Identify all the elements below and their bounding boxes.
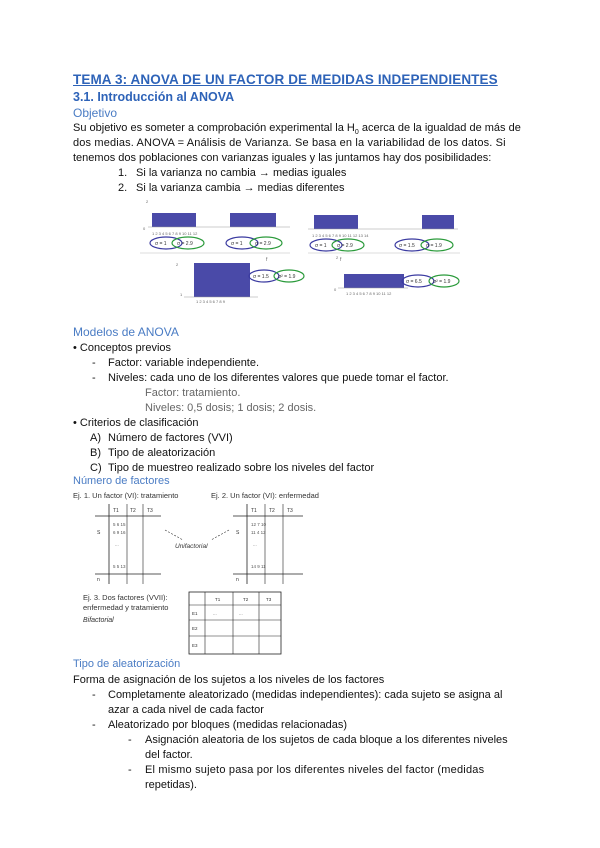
arrow-left [165,530,183,540]
dist-bar-combined-2 [344,274,404,288]
dist-bar-combined-1 [194,263,250,297]
table-unifactorial-2 [233,504,303,584]
dash-4: - [92,719,96,731]
ej2-caption: Ej. 2. Un factor (VI): enfermedad [211,491,319,500]
t2-cells-r2: 11 4 12 [251,530,266,535]
variance-figure [140,195,470,310]
ej3-caption-b: enfermedad y tratamiento [83,603,169,612]
modelos-heading: Modelos de ANOVA [73,325,179,339]
t1-col-c: T3 [147,508,153,514]
t3-row-1: E1 [192,611,198,616]
t2-col-c: T3 [287,508,293,514]
dash-5: - [128,734,132,746]
sigma-label-1: σ = 1 [155,241,167,247]
axis-label-2b: 2 [176,262,179,267]
t1-col-b: T2 [130,508,136,514]
objetivo-item-num-1: 1. [118,167,128,179]
aleatorizacion-heading: Tipo de aleatorización [73,658,181,670]
t2-cells-r1: 12 7 10 [251,522,267,527]
arrow-right [211,530,229,540]
sigma-label-5: σ = 1 [315,243,327,249]
aleatorizacion-item-1-a: Completamente aleatorizado (medidas independientes): cada sujeto se asigna al [108,689,503,701]
sigma-label-8: σ = 1.9 [426,243,442,249]
objetivo-line-2: dos medias. ANOVA = Análisis de Varianza. Se basa en la variabilidad de los datos. Si [73,137,506,149]
criterio-a: Número de factores (VVI) [108,432,233,444]
tick-row-3: 1 2 3 4 5 6 7 8 9 [196,299,225,304]
t1-cells-r2: 6 9 16 [113,530,126,535]
aleatorizacion-sub-2-a: El mismo sujeto pasa por los diferentes niveles del factor (medidas [145,764,485,776]
t1-cells-r1: 5 6 15 [113,522,126,527]
tick-row-1: 1 2 3 4 5 6 7 8 9 10 11 12 [152,231,198,236]
objetivo-heading: Objetivo [73,106,118,120]
aleatorizacion-sub-2-b: repetidas). [145,779,197,791]
sigma-label-9: σ = 1.5 [253,274,269,280]
t2-col-a: T1 [251,508,257,514]
t3-head-2: T2 [243,597,249,602]
dash-6: - [128,764,132,776]
dash-3: - [92,689,96,701]
t3-row-2: E2 [192,626,198,631]
sigma-label-2: σ = 2.9 [177,241,193,247]
criterio-a-letter: A) [90,432,101,444]
t3-c11: ... [213,611,217,616]
t3-row-3: E3 [192,643,198,648]
example-factor: Factor: tratamiento. [145,387,241,399]
document-title: TEMA 3: ANOVA DE UN FACTOR DE MEDIDAS INDEPENDIENTES [73,72,498,87]
factor-definition: Factor: variable independiente. [108,357,260,369]
t1-dots: ... [115,542,119,547]
bifactorial-caption: Bifactorial [83,617,114,624]
t1-cells-r3: 5 5 13 [113,564,126,569]
dash-1: - [92,357,96,369]
axis-label-0: 0 [143,226,146,231]
sigma-label-10: σ² = 1.9 [278,274,296,280]
objetivo-text-a: Su objetivo es someter a comprobación experimental la H [73,122,355,134]
factor-tables-figure [73,488,353,658]
numero-heading: Número de factores [73,475,170,487]
conceptos-bullet: • Conceptos previos [73,342,172,354]
objetivo-line-3: tenemos dos poblaciones con varianzas iguales y las juntamos hay dos posibilidades: [73,152,492,164]
criterio-b-letter: B) [90,447,101,459]
section-title: 3.1. Introducción al ANOVA [73,90,235,104]
criterios-bullet: • Criterios de clasificación [73,417,199,429]
sigma-label-12: σ² = 1.9 [433,279,451,285]
table-bifactorial [189,592,281,654]
axis-label-1: 1 [180,292,183,297]
dist-bar-2 [230,213,276,227]
axis-f-1: f [266,257,268,263]
niveles-definition: Niveles: cada uno de los diferentes valores que puede tomar el factor. [108,372,449,384]
t2-row-n: n [236,577,239,583]
sigma-label-11: σ = 6.5 [406,279,422,285]
t1-row-n: n [97,577,100,583]
dist-bar-3 [314,215,358,229]
objetivo-sub: 0 [354,129,359,137]
unifactorial-caption: Unifactorial [175,543,208,550]
objetivo-item-num-2: 2. [118,182,128,194]
t2-col-b: T2 [269,508,275,514]
dist-bar-1 [152,213,196,227]
sigma-label-7: σ = 1.5 [399,243,415,249]
ej3-caption-a: Ej. 3. Dos factores (VVII): [83,593,168,602]
dash-2: - [92,372,96,384]
table-unifactorial-1 [95,504,161,584]
dist-bar-4 [422,215,454,229]
axis-f-2: f [340,257,342,263]
aleatorizacion-sub-1-b: del factor. [145,749,193,761]
axis-label-2c: 2 [336,255,339,260]
criterio-b: Tipo de aleatorización [108,447,216,459]
objetivo-item-2: Si la varianza cambia → medias diferentes [136,182,345,194]
tick-row-2: 1 2 3 4 5 6 7 8 9 10 11 12 13 14 [312,233,369,238]
sigma-label-4: σ = 2.9 [255,241,271,247]
aleatorizacion-intro: Forma de asignación de los sujetos a los niveles de los factores [73,674,385,686]
example-niveles: Niveles: 0,5 dosis; 1 dosis; 2 dosis. [145,402,317,414]
objetivo-item-1: Si la varianza no cambia → medias iguales [136,167,347,179]
aleatorizacion-item-1-b: azar a cada nivel de cada factor [108,704,264,716]
sigma-label-3: σ = 1 [231,241,243,247]
t2-dots: ... [253,542,257,547]
aleatorizacion-sub-1-a: Asignación aleatoria de los sujetos de cada bloque a los diferentes niveles [145,734,508,746]
t3-c12: ... [239,611,243,616]
t1-col-a: T1 [113,508,119,514]
axis-label-0b: 0 [334,287,337,292]
aleatorizacion-item-2: Aleatorizado por bloques (medidas relacionadas) [108,719,348,731]
ej1-caption: Ej. 1. Un factor (VI): tratamiento [73,491,179,500]
criterio-c: Tipo de muestreo realizado sobre los niveles del factor [108,462,375,474]
t3-head-1: T1 [215,597,221,602]
tick-row-4: 1 2 3 4 5 6 7 8 9 10 11 12 [346,291,392,296]
sigma-label-6: σ = 2.9 [337,243,353,249]
axis-label-2: 2 [146,199,149,204]
objetivo-text-b: acerca de la igualdad de más de [358,122,521,134]
t2-cells-r3: 14 9 11 [251,564,266,569]
t3-head-3: T3 [266,597,272,602]
t1-row-s: S [97,530,101,536]
criterio-c-letter: C) [90,462,102,474]
t2-row-s: S [236,530,240,536]
